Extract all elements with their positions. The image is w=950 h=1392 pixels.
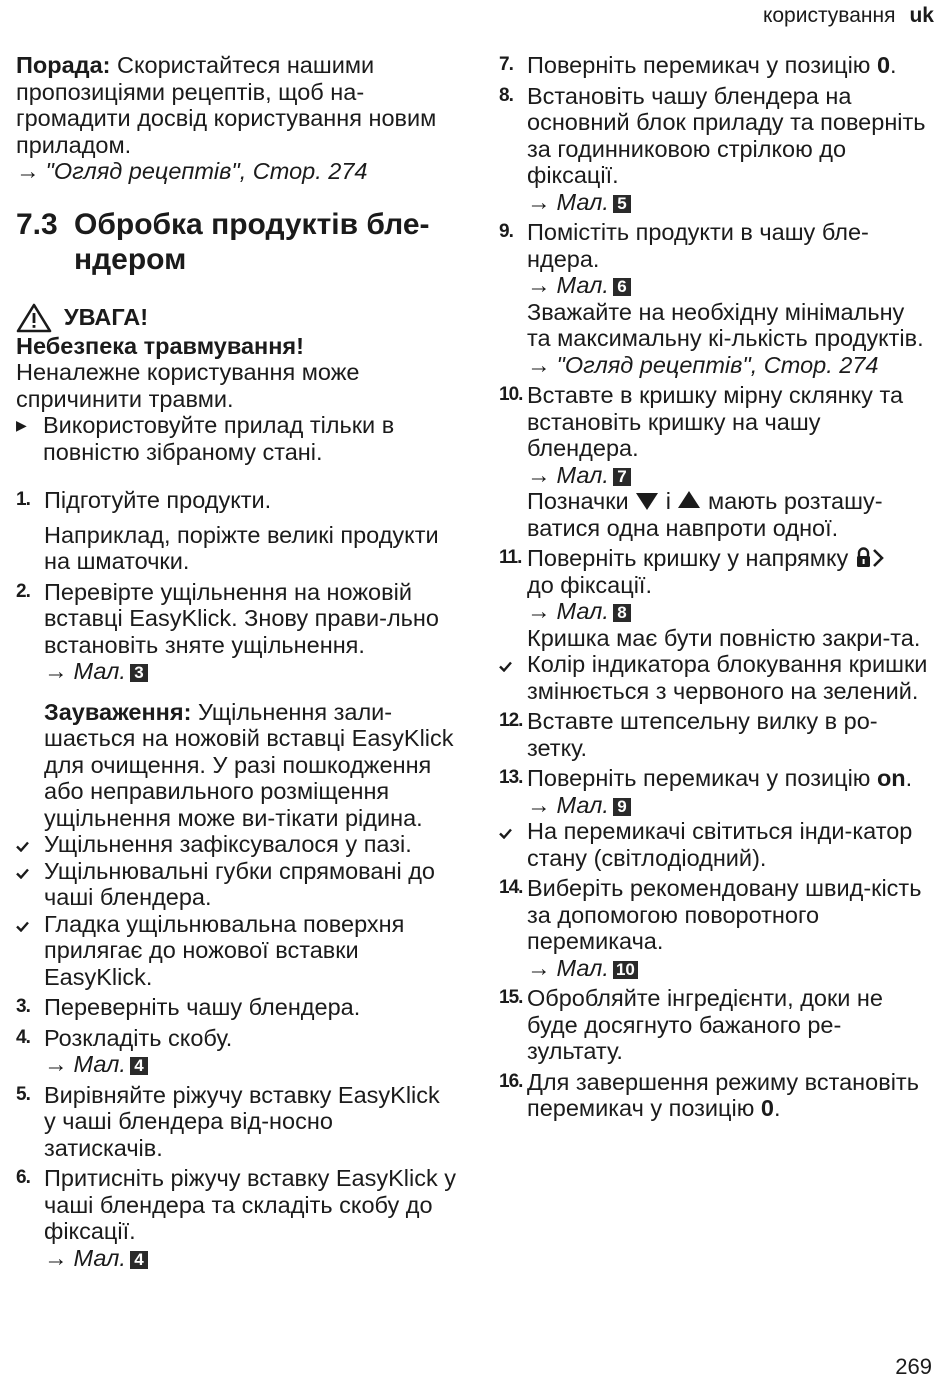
triangle-down-icon (635, 491, 659, 511)
section-title: Обробка продуктів бле-ндером (74, 207, 430, 276)
figure-number-badge: 4 (130, 1057, 148, 1075)
step-7: 7. Поверніть перемикач у позицію 0. (499, 52, 897, 78)
figure-number-badge: 5 (613, 195, 631, 213)
figure-reference-link[interactable]: → Мал. 9 (527, 792, 933, 819)
triangle-up-icon (677, 490, 701, 510)
figure-reference-link[interactable]: → Мал. 3 (44, 658, 456, 685)
checkmark-icon (16, 841, 29, 852)
warning-triangle-icon (16, 303, 52, 333)
tip-label: Порада: (16, 52, 111, 78)
step-1: 1. Підготуйте продукти. Наприклад, поріжте великі продукти на шматочки. (16, 487, 439, 574)
step-8: 8. Встановіть чашу блендера на основний блок приладу та поверніть за годинниковою стрілкою до фіксації. → Мал. 5 (499, 83, 933, 216)
note-label: Зауваження: (44, 698, 192, 725)
result-list (16, 831, 456, 990)
result-item: Ущільнення зафіксувалося у пазі. (16, 831, 456, 858)
step-4: 4. Розкладіть скобу. → Мал. 4 (16, 1025, 456, 1078)
header-language: uk (909, 4, 934, 27)
step-3: 3. Переверніть чашу блендера. (16, 994, 361, 1020)
checkmark-icon (16, 921, 29, 932)
note-block (16, 693, 456, 832)
lock-arrow-icon (855, 547, 885, 569)
checkmark-icon (499, 661, 512, 672)
figure-reference-link[interactable]: → Мал. 7 (527, 462, 933, 489)
warning-danger: Небезпека травмування! (16, 332, 304, 359)
tip-paragraph (16, 52, 456, 158)
tip-text: Скористайтеся нашими пропозиціями рецептів, щоб на-громадити досвід користування новим приладом. (16, 52, 437, 158)
result-item: На перемикачі світиться інди-катор стану (світлодіодний). (499, 818, 933, 871)
section-number: 7.3 (16, 207, 58, 241)
checkmark-icon (16, 868, 29, 879)
bullet-triangle-icon: ▶ (16, 417, 27, 433)
result-item: Колір індикатора блокування кришки змінюється з червоного на зелений. (499, 651, 933, 704)
figure-reference-link[interactable]: → Мал. 6 (527, 272, 933, 299)
step-13: 13. Поверніть перемикач у позицію on. → Мал. 9 (499, 765, 933, 818)
figure-number-badge: 3 (130, 664, 148, 682)
figure-number-badge: 6 (613, 278, 631, 296)
figure-reference-link[interactable]: → Мал. 4 (44, 1245, 456, 1272)
running-header (763, 4, 934, 28)
warning-action: ▶ Використовуйте прилад тільки в повністю зібраному стані. (16, 412, 395, 465)
header-section: користування (762, 4, 896, 27)
right-column (499, 52, 933, 1122)
step-15: 15. Обробляйте інгредієнти, доки не буде досягнуто бажаного ре-зультату. (499, 985, 883, 1064)
step-2: 2. Перевірте ущільнення на ножовій вставці EasyKlick. Знову прави-льно встановіть зняте ущільнення. → Мал. 3 (16, 579, 456, 685)
step-12: 12. Вставте штепсельну вилку в ро-зетку. (499, 708, 878, 761)
figure-number-badge: 8 (613, 604, 631, 622)
result-item: Гладка ущільнювальна поверхня прилягає до ножової вставки EasyKlick. (16, 911, 456, 991)
warning-text: Неналежне користування може спричинити травми. (16, 359, 360, 412)
page-number: 269 (895, 1353, 932, 1379)
step-6: 6. Притисніть ріжучу вставку EasyKlick у чаші блендера та складіть скобу до фіксації. → Мал. 4 (16, 1165, 456, 1271)
arrow-icon: → (16, 158, 40, 184)
checkmark-icon (499, 828, 512, 839)
figure-reference-link[interactable]: → Мал. 4 (44, 1051, 456, 1078)
recipe-reference-link[interactable]: → "Огляд рецептів", Стор. 274 (527, 351, 879, 378)
step-9: 9. Помістіть продукти в чашу бле-ндера. → Мал. 6 Зважайте на необхідну мінімальну та максимальну кі-лькість продуктів. → "Огляд рецептів", Стор. 274 (499, 219, 933, 378)
step-16: 16. Для завершення режиму встановіть перемикач у позицію 0. (499, 1068, 919, 1121)
figure-reference-link[interactable]: → Мал. 10 (527, 955, 933, 982)
step-11: 11. Поверніть кришку у напрямку до фіксації. → Мал. 8 Кришка має бути повністю закри-та. (499, 545, 933, 651)
tip-reference-link[interactable]: → "Огляд рецептів", Стор. 274 (16, 158, 368, 184)
warning-block (16, 303, 456, 466)
figure-reference-link[interactable]: → Мал. 5 (527, 189, 933, 216)
section-heading (16, 207, 456, 277)
warning-title: УВАГА! (64, 304, 149, 331)
result-item: Ущільнювальні губки спрямовані до чаші блендера. (16, 858, 456, 911)
left-column (16, 52, 456, 1271)
step-14: 14. Виберіть рекомендовану швид-кість за допомогою поворотного перемикача. → Мал. 10 (499, 875, 933, 981)
figure-number-badge: 7 (613, 468, 631, 486)
figure-number-badge: 10 (613, 961, 638, 979)
figure-number-badge: 4 (130, 1251, 148, 1269)
step-5: 5. Вирівняйте ріжучу вставку EasyKlick у чаші блендера від-носно затискачів. (16, 1081, 440, 1161)
figure-reference-link[interactable]: → Мал. 8 (527, 598, 933, 625)
note-text: Ущільнення зали-шається на ножовій вставці EasyKlick для очищення. У разі пошкодження або неправильного розміщення ущільнення може ви-тікати рідина. (44, 698, 454, 831)
step-10: 10. Вставте в кришку мірну склянку та встановіть кришку на чашу блендера. → Мал. 7 Позначки і мають розташу-ватися одна навпроти одної. (499, 382, 933, 541)
figure-number-badge: 9 (613, 798, 631, 816)
